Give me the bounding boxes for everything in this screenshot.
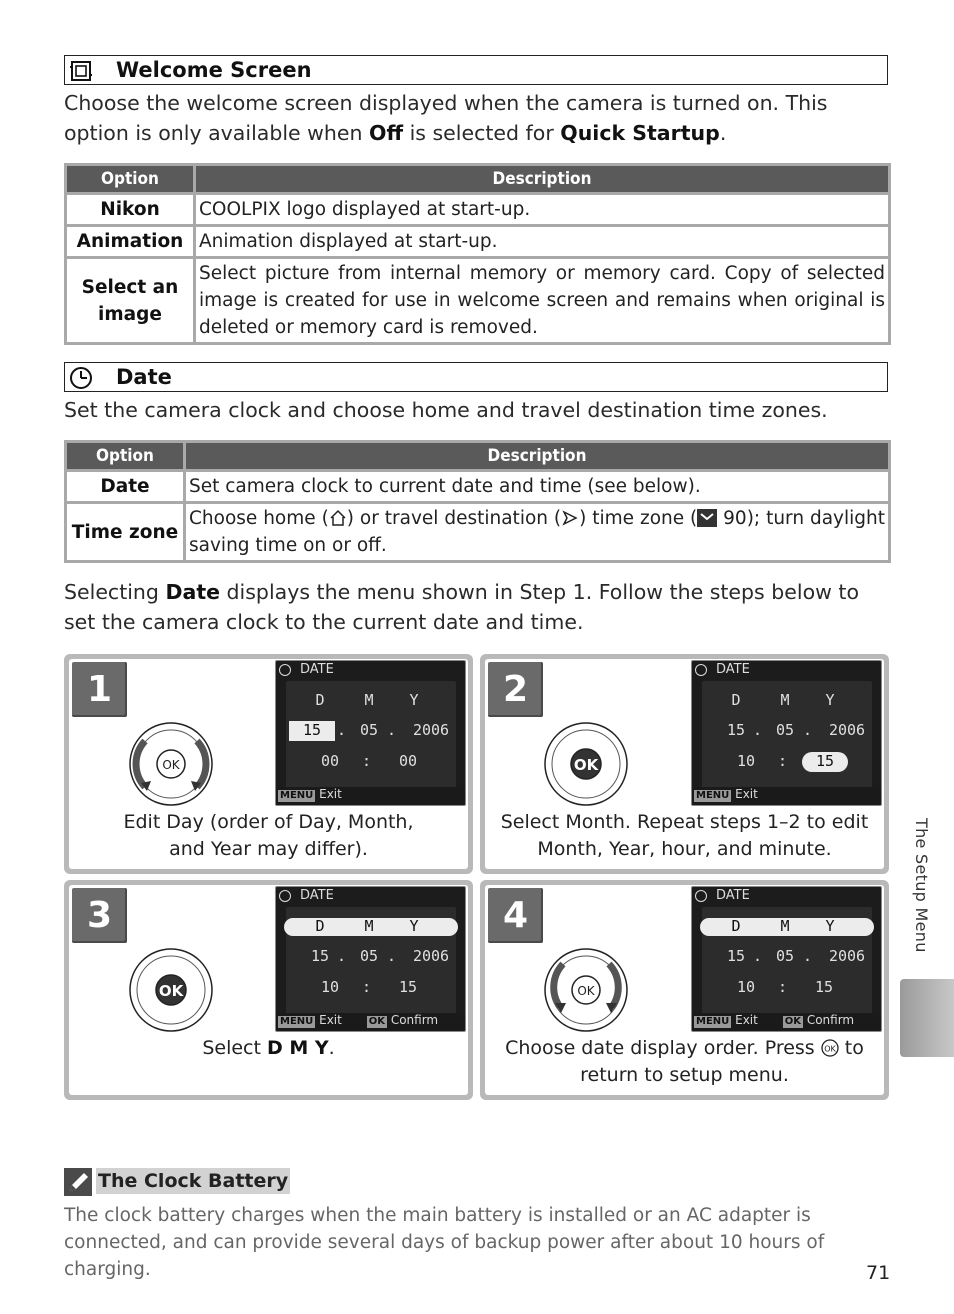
- svg-text:OK: OK: [162, 758, 180, 772]
- welcome-options-table: [64, 163, 891, 345]
- step-2-panel: [480, 654, 889, 874]
- date-screen: DATE D M Y 15 . 05 . 2006 10 : 15 MENU Exit: [691, 660, 882, 806]
- note-title: The Clock Battery: [98, 1170, 289, 1192]
- option-cell: Nikon: [67, 195, 193, 224]
- svg-text:OK: OK: [573, 756, 599, 774]
- step-1-panel: [64, 654, 473, 874]
- table-row: [67, 195, 888, 224]
- date-heading: [64, 362, 888, 392]
- step-number: 1: [72, 662, 127, 717]
- description-cell: Select picture from internal memory or memory card. Copy of selected image is created for use in welcome screen and remains when original is deleted or memory card is removed.: [196, 259, 888, 342]
- table-row: [67, 259, 888, 342]
- table-row: [67, 472, 888, 501]
- date-screen: DATE D M Y 15 . 05 . 2006 10 : 15 MENU Exit OK Confirm: [275, 886, 466, 1032]
- option-cell: Time zone: [67, 504, 183, 560]
- multi-selector-dial-icon: [543, 721, 629, 807]
- table-row: [67, 227, 888, 256]
- svg-text:OK: OK: [823, 1044, 836, 1054]
- welcome-intro: Choose the welcome screen displayed when the camera is turned on. This option is only available when Off is selected for Quick Startup.: [64, 91, 828, 145]
- table-header-row: [67, 443, 888, 469]
- side-thumb-tab: [900, 979, 954, 1057]
- column-header-option: Option: [67, 166, 193, 192]
- step-3-panel: [64, 880, 473, 1100]
- date-title: Date: [116, 365, 172, 389]
- step-number: 2: [488, 662, 543, 717]
- welcome-screen-heading: [64, 55, 888, 85]
- day-field-selected: 15: [289, 721, 335, 741]
- description-cell: Set camera clock to current date and time (see below).: [186, 472, 888, 501]
- date-screen: DATE D M Y 15 . 05 . 2006 10 : 15 MENU Exit OK Confirm: [691, 886, 882, 1032]
- description-cell: Animation displayed at start-up.: [196, 227, 888, 256]
- multi-selector-dial-icon: [128, 947, 214, 1033]
- step-4-caption: Choose date display order. Press OK to return to setup menu.: [505, 1037, 864, 1086]
- column-header-description: Description: [196, 166, 888, 192]
- step-1-caption: Edit Day (order of Day, Month, and Year may differ).: [123, 811, 414, 860]
- page-reference-icon: [697, 509, 717, 527]
- welcome-screen-title: Welcome Screen: [116, 58, 312, 82]
- table-header-row: [67, 166, 888, 192]
- note-body: The clock battery charges when the main battery is installed or an AC adapter is connected, and can provide several days of backup power after about 10 hours of charging.: [64, 1205, 825, 1280]
- description-cell: COOLPIX logo displayed at start-up.: [196, 195, 888, 224]
- column-header-option: Option: [67, 443, 183, 469]
- date-screen: DATE D M Y 15 . 05 . 2006 00 : 00 MENU Exit: [275, 660, 466, 806]
- multi-selector-dial-icon: [128, 721, 214, 807]
- option-cell: Select an image: [67, 259, 193, 342]
- option-cell: Date: [67, 472, 183, 501]
- step-2-caption: Select Month. Repeat steps 1–2 to edit Month, Year, hour, and minute.: [500, 811, 869, 860]
- pencil-note-icon: [64, 1168, 92, 1196]
- step-4-panel: [480, 880, 889, 1100]
- ok-button-icon: [821, 1039, 839, 1057]
- date-selecting-text: Selecting Date displays the menu shown in Step 1. Follow the steps below to set the camera clock to the current date and time.: [64, 580, 859, 634]
- column-header-description: Description: [186, 443, 888, 469]
- page-number: 71: [866, 1262, 891, 1284]
- svg-text:OK: OK: [158, 982, 184, 1000]
- step-number: 3: [72, 888, 127, 943]
- welcome-screen-icon: [69, 59, 93, 83]
- description-cell: Choose home ( ) or travel destination ( ) time zone ( 90); turn daylight saving time on or off.: [186, 504, 888, 560]
- minute-field-selected: 15: [802, 752, 848, 772]
- side-section-label: The Setup Menu: [912, 818, 931, 953]
- multi-selector-dial-icon: [543, 947, 629, 1033]
- travel-destination-icon: [561, 509, 579, 527]
- date-options-table: [64, 440, 891, 563]
- home-icon: [329, 509, 347, 527]
- date-intro: Set the camera clock and choose home and travel destination time zones.: [64, 398, 828, 422]
- step-3-caption: Select D M Y.: [202, 1037, 335, 1059]
- step-number: 4: [488, 888, 543, 943]
- clock-icon: [69, 366, 93, 390]
- svg-text:OK: OK: [577, 984, 595, 998]
- table-row: [67, 504, 888, 560]
- option-cell: Animation: [67, 227, 193, 256]
